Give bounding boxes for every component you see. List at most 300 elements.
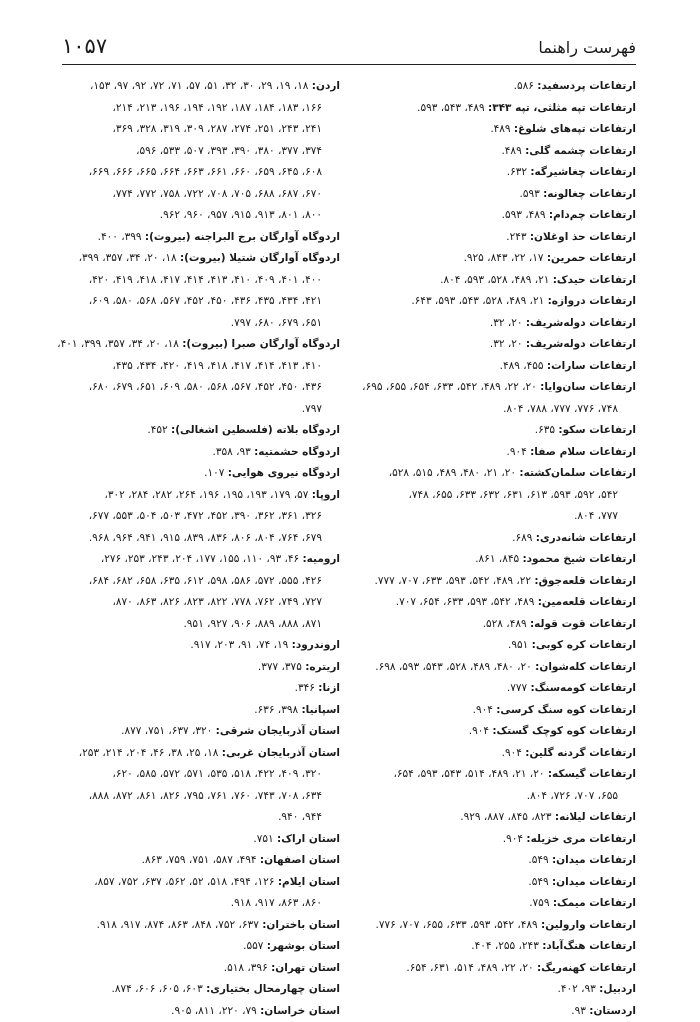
index-entry-title: ارتفاعات میدان:	[552, 854, 636, 866]
page-header	[62, 32, 636, 62]
index-entry-continuation	[60, 571, 340, 593]
index-entry-pages: ۶۰۳، ۶۰۵، ۶۰۶، ۸۷۴.	[111, 983, 202, 995]
index-entry-title: اردوگاه آوارگان برج البراجنه (بیروت):	[145, 231, 340, 243]
index-entry-first-line	[336, 571, 636, 593]
index-entry-pages: ۱۸، ۲۵، ۳۸، ۴۶، ۲۰۴، ۲۱۴، ۲۵۳،	[79, 747, 219, 759]
index-entry-pages: ۵۹۳.	[520, 188, 540, 200]
index-entry-title: اردوگاه آوارگان شتیلا (بیروت):	[180, 252, 340, 264]
index-entry-first-line	[336, 936, 636, 958]
index-entry-continuation	[60, 162, 340, 184]
index-entry-first-line	[60, 334, 340, 356]
index-entry-continuation	[60, 98, 340, 120]
index-entry	[336, 592, 636, 614]
index-entry-pages: ۷۵۱.	[253, 833, 273, 845]
index-entry-pages: ۳۴۶.	[295, 682, 315, 694]
index-entry-pages: ۴۸۹، ۵۴۲، ۵۹۳، ۶۳۳، ۶۵۴، ۷۰۷.	[396, 596, 535, 608]
index-entry	[336, 141, 636, 163]
index-entry-pages: ۴۵۲.	[147, 424, 167, 436]
index-entry-title: اردوگاه بلاته (فلسطین اشغالی):	[171, 424, 340, 436]
index-entry	[336, 270, 636, 292]
index-entry-title: ارتفاعات تپه مثلثی، تپه ۳۴۳:	[488, 102, 636, 114]
index-entry	[60, 829, 340, 851]
index-entry-title: ارتفاعات وارولین:	[541, 919, 636, 931]
index-entry-first-line	[60, 958, 340, 980]
index-entry-title: ارتفاعات میمک:	[553, 897, 636, 909]
index-entry-continuation	[60, 184, 340, 206]
index-entry-pages: ۳۹۹، ۴۰۰.	[98, 231, 142, 243]
page-number: ۱۰۵۷	[62, 34, 107, 58]
index-entry-first-line	[60, 420, 340, 442]
index-entry	[336, 313, 636, 335]
index-entry	[336, 463, 636, 528]
index-entry-title: اریتره:	[305, 661, 340, 673]
index-entry	[336, 334, 636, 356]
index-entry	[60, 850, 340, 872]
index-entry-pages: ۲۴۳.	[506, 231, 526, 243]
index-entry	[336, 571, 636, 593]
index-entry-title: استان خراسان:	[260, 1005, 340, 1017]
index-entry-pages: ۶۳۲.	[507, 166, 527, 178]
index-entry-pages: ۶۷۰، ۶۸۷، ۶۸۸، ۷۰۵، ۷۰۸، ۷۲۲، ۷۵۸، ۷۷۲، ۷۷۴،	[112, 188, 322, 200]
index-column-right	[336, 76, 636, 1022]
index-entry-pages: ۴۸۹.	[501, 145, 521, 157]
index-entry-title: ارتفاعات سکو:	[558, 424, 636, 436]
index-entry-pages: ۷۵۹.	[529, 897, 549, 909]
index-column-left	[60, 76, 340, 1022]
index-entry-pages: ۵۵۷.	[243, 940, 263, 952]
index-entry-title: ارتفاعات میدان:	[552, 876, 636, 888]
index-entry-title: ارتفاعات شیخ محمود:	[522, 553, 636, 565]
index-entry-pages: ۴۳۶، ۴۵۰، ۴۵۲، ۵۶۷، ۵۶۸، ۵۸۰، ۶۰۹، ۶۵۱، ۶۷۹، ۶۸۰،	[89, 381, 322, 393]
index-entry-first-line	[60, 979, 340, 1001]
index-entry-first-line	[336, 958, 636, 980]
index-entry-title: ارتفاعات گردنه گلین:	[525, 747, 636, 759]
index-entry-pages: ۹۳.	[571, 1005, 586, 1017]
index-entry-pages: ۹۵۱.	[508, 639, 528, 651]
index-entry	[336, 657, 636, 679]
index-entry	[336, 1001, 636, 1022]
index-entry-title: اردوگاه حشمتیه:	[254, 446, 340, 458]
index-entry-title: ارتفاعات قلعه‌مین:	[538, 596, 636, 608]
index-entry-title: ارتفاعات سارات:	[547, 360, 636, 372]
index-entry-pages: ۸۰۰، ۸۰۱، ۹۱۳، ۹۱۵، ۹۵۷، ۹۶۰، ۹۶۲.	[160, 209, 322, 221]
index-entry-title: ارتفاعات حیدک:	[553, 274, 636, 286]
index-entry-first-line	[336, 528, 636, 550]
index-entry-pages: ۳۷۴، ۳۷۷، ۳۸۰، ۳۹۰، ۳۹۳، ۵۰۷، ۵۳۳، ۵۹۶،	[136, 145, 322, 157]
index-entry-continuation	[60, 786, 340, 808]
index-entry	[60, 721, 340, 743]
index-entry-pages: ۶۳۴، ۷۰۸، ۷۴۳، ۷۶۰، ۷۶۱، ۷۹۵، ۸۲۶، ۸۶۱، ۸۷۲، ۸۸۸،	[89, 790, 322, 802]
index-entry-pages: ۱۲۶، ۴۹۴، ۵۱۸، ۵۲، ۵۶۲، ۶۳۷، ۷۵۲، ۸۵۷،	[94, 876, 274, 888]
index-entry-continuation	[336, 786, 636, 808]
index-entry-first-line	[60, 936, 340, 958]
index-entry-first-line	[336, 377, 636, 399]
index-entry-first-line	[336, 614, 636, 636]
index-entry-pages: ۹۰۴.	[506, 446, 526, 458]
index-entry-pages: ۷۷۷، ۸۰۴.	[574, 510, 618, 522]
index-entry	[336, 764, 636, 807]
index-entry-title: ارتفاعات دوله‌شریف:	[526, 338, 636, 350]
index-entry-pages: ۸۷۱، ۸۸۸، ۸۸۹، ۹۰۶، ۹۲۷، ۹۵۱.	[183, 618, 322, 630]
index-entry	[336, 700, 636, 722]
index-entry-continuation	[60, 141, 340, 163]
index-entry-title: اردوگاه آوارگان صبرا (بیروت):	[182, 338, 340, 350]
index-entry-continuation	[60, 291, 340, 313]
index-entry-continuation	[60, 205, 340, 227]
index-entry	[336, 893, 636, 915]
index-entry-pages: ۲۴۳، ۲۵۵، ۴۰۴.	[471, 940, 539, 952]
index-entry-pages: ۷۹، ۲۲۰، ۸۱۱، ۹۰۵.	[171, 1005, 257, 1017]
index-entry-title: ارتفاعات پردسفید:	[537, 80, 636, 92]
index-entry-title: ارتفاعات کهنه‌ریگ:	[537, 962, 636, 974]
index-entry-continuation	[60, 506, 340, 528]
index-entry-title: استان آذربایجان غربی:	[222, 747, 340, 759]
index-entry-pages: ۳۹۸، ۶۳۶.	[254, 704, 298, 716]
index-entry-first-line	[60, 657, 340, 679]
index-entry-title: اسپانیا:	[301, 704, 340, 716]
index-entry	[60, 463, 340, 485]
index-entry-pages: ۳۹۶، ۵۱۸.	[224, 962, 268, 974]
index-entry-continuation	[60, 807, 340, 829]
index-entry	[60, 1001, 340, 1022]
index-entry-pages: ۳۲۰، ۴۰۹، ۴۲۲، ۵۱۸، ۵۳۵، ۵۷۱، ۵۷۲، ۵۸۵، ۶۲۰،	[112, 768, 322, 780]
index-entry-continuation	[60, 399, 340, 421]
index-entry	[336, 829, 636, 851]
index-entry	[60, 76, 340, 227]
index-entry-first-line	[336, 313, 636, 335]
index-entry-title: ارتفاعات سان‌وایا:	[540, 381, 636, 393]
index-entry-first-line	[336, 184, 636, 206]
index-entry-pages: ۵۴۲، ۵۹۲، ۵۹۳، ۶۱۳، ۶۳۱، ۶۳۲، ۶۳۳، ۶۵۵، ۷۴۸،	[408, 489, 618, 501]
index-entry-pages: ۲۴۱، ۲۴۳، ۲۵۱، ۲۷۴، ۲۸۷، ۳۰۹، ۳۱۹، ۳۲۸، ۳۶۹،	[112, 123, 322, 135]
index-entry-first-line	[336, 463, 636, 485]
index-entry-continuation	[60, 592, 340, 614]
index-entry	[60, 915, 340, 937]
index-entry-first-line	[336, 1001, 636, 1022]
index-entry	[60, 700, 340, 722]
running-title: فهرست راهنما	[538, 38, 636, 57]
index-entry-title: استان باختران:	[262, 919, 340, 931]
index-entry-title: ارتفاعات قوت قوله:	[530, 618, 636, 630]
index-entry-continuation	[60, 119, 340, 141]
index-entry-title: ارتفاعات چغاشیرگه:	[530, 166, 636, 178]
index-entry-pages: ۹۴۴، ۹۴۰.	[278, 811, 322, 823]
index-entry-pages: ۳۲۰، ۶۳۷، ۷۵۱، ۸۷۷.	[121, 725, 212, 737]
index-entry-pages: ۱۸، ۲۰، ۳۴، ۳۵۷، ۳۹۹، ۴۰۱،	[57, 338, 179, 350]
index-entry-first-line	[336, 678, 636, 700]
index-entry	[60, 248, 340, 334]
index-entry-title: ارتفاعات قلعه‌جوق:	[534, 575, 636, 587]
index-entry-pages: ۲۲، ۴۸۹، ۵۴۲، ۵۹۳، ۶۳۳، ۷۰۷، ۷۷۷.	[374, 575, 531, 587]
index-entry	[336, 205, 636, 227]
index-entry-first-line	[60, 635, 340, 657]
index-entry	[336, 850, 636, 872]
index-entry	[60, 420, 340, 442]
index-entry-first-line	[60, 1001, 340, 1022]
index-entry-pages: ۳۷۵، ۳۷۷.	[258, 661, 302, 673]
index-entry-title: ارتفاعات شانه‌دری:	[536, 532, 636, 544]
index-entry-title: ارتفاعات کوه سنگ کرسی:	[496, 704, 636, 716]
index-entry-pages: ۴۵۵، ۴۸۹.	[500, 360, 544, 372]
index-entry	[60, 958, 340, 980]
index-entry-title: ارومیه:	[302, 553, 340, 565]
index-entry-title: اروپا:	[312, 489, 340, 501]
index-entry-first-line	[336, 291, 636, 313]
index-entry-pages: ۶۳۷، ۷۵۲، ۸۴۸، ۸۶۳، ۸۷۴، ۹۱۷، ۹۱۸.	[97, 919, 259, 931]
index-entry-pages: ۶۵۱، ۶۷۹، ۶۸۰، ۷۹۷.	[231, 317, 322, 329]
index-entry-first-line	[60, 915, 340, 937]
index-entry-pages: ۴۱۰، ۴۱۳، ۴۱۴، ۴۱۷، ۴۱۸، ۴۱۹، ۴۲۰، ۴۳۴، ۴۳۵،	[112, 360, 322, 372]
index-entry-first-line	[60, 700, 340, 722]
index-entry-first-line	[336, 549, 636, 571]
index-entry-first-line	[336, 141, 636, 163]
index-entry-pages: ۹۰۴.	[473, 704, 493, 716]
index-entry	[336, 528, 636, 550]
index-entry-first-line	[336, 248, 636, 270]
index-entry	[60, 635, 340, 657]
header-rule	[62, 64, 636, 65]
index-entry-pages: ۱۶۶، ۱۸۳، ۱۸۴، ۱۸۷، ۱۹۲، ۱۹۴، ۱۹۶، ۲۱۳، ۲۱۴،	[112, 102, 322, 114]
index-entry-continuation	[60, 313, 340, 335]
index-entry-title: استان اصفهان:	[260, 854, 340, 866]
index-entry-first-line	[336, 76, 636, 98]
index-entry	[336, 76, 636, 98]
index-entry-continuation	[60, 893, 340, 915]
index-entry-first-line	[60, 549, 340, 571]
index-entry-pages: ۱۰۷.	[204, 467, 224, 479]
index-entry-pages: ۶۰۸، ۶۴۵، ۶۵۹، ۶۶۰، ۶۶۱، ۶۶۳، ۶۶۴، ۶۶۵، ۶۶۶، ۶۶۹،	[89, 166, 322, 178]
index-entry-title: اردوگاه نیروی هوایی:	[228, 467, 340, 479]
index-entry	[336, 356, 636, 378]
index-entry-continuation	[60, 377, 340, 399]
index-entry-pages: ۱۷، ۲۲، ۸۴۳، ۹۲۵.	[464, 252, 544, 264]
index-entry	[336, 184, 636, 206]
index-entry-first-line	[336, 915, 636, 937]
index-entry-pages: ۴۸۹، ۵۹۳.	[502, 209, 546, 221]
index-entry-first-line	[336, 743, 636, 765]
index-entry	[60, 485, 340, 550]
index-entry-title: ارتفاعات سلام صفا:	[530, 446, 636, 458]
index-entry-pages: ۲۰، ۴۸۰، ۴۸۹، ۵۲۸، ۵۴۳، ۵۹۳، ۶۹۸.	[375, 661, 532, 673]
index-entry-first-line	[336, 872, 636, 894]
index-entry-title: اردبیل:	[599, 983, 636, 995]
index-entry-first-line	[336, 700, 636, 722]
index-entry-first-line	[336, 893, 636, 915]
index-entry-title: ارتفاعات چغالونه:	[543, 188, 636, 200]
index-entry-pages: ۷۹۷.	[302, 403, 322, 415]
index-entry-title: ارتفاعات کومه‌سنگ:	[530, 682, 636, 694]
index-entry-title: ارتفاعات کوه کوچک گستک:	[492, 725, 636, 737]
index-entry	[60, 979, 340, 1001]
index-entry	[336, 635, 636, 657]
index-entry-title: ارتفاعات چشمه گلی:	[525, 145, 636, 157]
index-entry	[60, 442, 340, 464]
index-entry	[336, 442, 636, 464]
index-entry-first-line	[336, 635, 636, 657]
index-entry-first-line	[60, 442, 340, 464]
index-entry-pages: ۲۰، ۲۱، ۴۸۰، ۴۸۹، ۵۱۵، ۵۲۸،	[389, 467, 516, 479]
index-entry-title: استان اراک:	[277, 833, 340, 845]
index-entry-continuation	[60, 528, 340, 550]
index-entry-title: استان ایلام:	[278, 876, 340, 888]
index-entry-first-line	[336, 420, 636, 442]
index-entry-title: اردن:	[312, 80, 340, 92]
index-entry-pages: ۲۰، ۲۲، ۴۸۹، ۵۴۲، ۶۳۳، ۶۵۴، ۶۵۵، ۶۹۵،	[362, 381, 537, 393]
index-entry-pages: ۴۲۱، ۴۳۴، ۴۳۵، ۴۳۶، ۴۵۰، ۴۵۲، ۵۶۷، ۵۶۸، ۵۸۰، ۶۰۹،	[89, 295, 322, 307]
index-entry	[336, 915, 636, 937]
index-entry-first-line	[60, 227, 340, 249]
index-entry	[60, 227, 340, 249]
index-entry-pages: ۲۰، ۲۲، ۴۸۹، ۵۱۴، ۶۳۱، ۶۵۴.	[406, 962, 533, 974]
index-entry	[60, 549, 340, 635]
index-entry	[336, 743, 636, 765]
index-entry-first-line	[60, 829, 340, 851]
index-entry-first-line	[336, 850, 636, 872]
index-entry-title: ارتفاعات سلمان‌کشته:	[519, 467, 636, 479]
index-entry-pages: ۲۱، ۴۸۹، ۵۲۸، ۵۹۳، ۸۰۴.	[440, 274, 549, 286]
index-entry	[60, 743, 340, 829]
index-entry-first-line	[336, 227, 636, 249]
index-entry	[336, 248, 636, 270]
index-entry-pages: ۲۰، ۲۱، ۴۸۹، ۵۱۴، ۵۴۳، ۵۹۳، ۶۵۴،	[394, 768, 545, 780]
index-entry-pages: ۸۶۰، ۸۶۳، ۹۱۷، ۹۱۸.	[231, 897, 322, 909]
index-entry-first-line	[60, 678, 340, 700]
index-entry-first-line	[336, 764, 636, 786]
index-entry	[60, 872, 340, 915]
index-entry-title: اروندرود:	[292, 639, 340, 651]
index-entry-first-line	[60, 721, 340, 743]
index-entry-continuation	[60, 614, 340, 636]
index-entry-pages: ۴۸۹، ۵۴۲، ۵۹۳، ۶۳۳، ۶۵۵، ۷۰۷، ۷۷۶.	[375, 919, 537, 931]
index-entry	[336, 721, 636, 743]
index-entry-title: ارتفاعات دروازه:	[548, 295, 636, 307]
index-entry-title: اردستان:	[589, 1005, 636, 1017]
index-entry-title: ارتفاعات حذ اوغلان:	[530, 231, 636, 243]
index-entry-pages: ۷۴۸، ۷۷۶، ۷۷۷، ۷۸۸، ۸۰۴.	[503, 403, 618, 415]
index-entry-pages: ۹۰۴.	[469, 725, 489, 737]
index-entry	[336, 377, 636, 420]
index-entry	[336, 807, 636, 829]
index-entry-pages: ۵۸۶.	[514, 80, 534, 92]
index-entry-pages: ۹۰۴.	[503, 833, 523, 845]
index-entry-first-line	[336, 979, 636, 1001]
index-entry-pages: ۹۳، ۳۵۸.	[212, 446, 250, 458]
index-entry-title: ارتفاعات کله‌شوان:	[535, 661, 636, 673]
index-entry-continuation	[60, 356, 340, 378]
index-entry-title: استان چهارمحال بختیاری:	[206, 983, 340, 995]
index-entry-continuation	[336, 399, 636, 421]
index-entry-pages: ۸۴۵، ۸۶۱.	[475, 553, 519, 565]
index-entry-first-line	[336, 334, 636, 356]
index-entry	[336, 291, 636, 313]
index-entry-title: ارتفاعات دوله‌شریف:	[526, 317, 636, 329]
index-entry-title: ارتفاعات کره کوبی:	[532, 639, 636, 651]
index-entry-pages: ۶۵۵، ۷۰۷، ۷۲۶، ۸۰۴.	[527, 790, 618, 802]
index-entry	[336, 872, 636, 894]
index-entry-first-line	[336, 356, 636, 378]
index-entry-first-line	[336, 721, 636, 743]
index-entry-continuation	[60, 270, 340, 292]
index-entry	[336, 162, 636, 184]
index-entry-first-line	[60, 463, 340, 485]
index-entry-first-line	[336, 592, 636, 614]
index-entry-continuation	[336, 506, 636, 528]
index-entry-first-line	[60, 850, 340, 872]
index-entry-pages: ۵۴۹.	[528, 876, 548, 888]
index-entry-first-line	[60, 872, 340, 894]
index-entry-first-line	[60, 485, 340, 507]
index-entry-pages: ۴۶، ۹۳، ۱۱۰، ۱۵۵، ۱۷۷، ۲۰۴، ۲۴۳، ۲۵۳، ۲۷۶،	[101, 553, 299, 565]
index-entry-pages: ۲۰، ۳۲.	[490, 338, 523, 350]
index-entry	[60, 678, 340, 700]
index-entry-pages: ۶۷۹، ۷۶۴، ۸۰۴، ۸۰۶، ۸۳۶، ۸۳۹، ۹۱۵، ۹۴۱، ۹۶۴، ۹۶۸.	[89, 532, 322, 544]
index-entry-pages: ۹۳، ۴۰۲.	[558, 983, 596, 995]
index-entry-pages: ۴۸۹، ۵۴۳، ۵۹۳.	[417, 102, 485, 114]
index-entry-title: استان آذربایجان شرقی:	[216, 725, 340, 737]
index-entry	[336, 119, 636, 141]
index-entry-continuation	[60, 764, 340, 786]
index-entry-title: ارتفاعات مری خزیله:	[526, 833, 636, 845]
index-entry-pages: ۷۲۷، ۷۴۹، ۷۶۲، ۷۷۸، ۸۲۲، ۸۲۳، ۸۲۶، ۸۶۳، ۸۷۰،	[112, 596, 322, 608]
index-entry	[60, 936, 340, 958]
index-entry-first-line	[336, 657, 636, 679]
index-entry	[336, 549, 636, 571]
index-entry-title: ارتفاعات تپه‌های شلوغ:	[514, 123, 636, 135]
index-entry-title: ارتفاعات لیلانه:	[555, 811, 636, 823]
index-entry-pages: ۱۸، ۱۹، ۲۹، ۳۰، ۳۲، ۵۱، ۵۷، ۷۱، ۷۲، ۹۲، ۹۷، ۱۵۳،	[90, 80, 308, 92]
index-entry-title: ارتفاعات چم‌دام:	[549, 209, 636, 221]
index-entry-title: استان تهران:	[271, 962, 340, 974]
index-entry	[336, 614, 636, 636]
index-entry	[336, 979, 636, 1001]
index-entry-pages: ۴۸۹، ۵۲۸.	[483, 618, 527, 630]
index-entry-first-line	[336, 829, 636, 851]
index-entry-pages: ۱۹، ۷۴، ۹۱، ۲۰۳، ۹۱۷.	[190, 639, 288, 651]
index-entry-first-line	[336, 270, 636, 292]
index-entry-pages: ۵۴۹.	[528, 854, 548, 866]
index-entry-pages: ۷۷۷.	[507, 682, 527, 694]
index-entry	[336, 227, 636, 249]
index-entry-first-line	[60, 248, 340, 270]
index-entry-first-line	[336, 807, 636, 829]
index-entry-title: ازنا:	[318, 682, 340, 694]
index-entry-title: ارتفاعات گیسکه:	[548, 768, 636, 780]
index-entry-title: ارتفاعات حمرین:	[547, 252, 636, 264]
index-entry-pages: ۴۰۰، ۴۰۱، ۴۰۹، ۴۱۰، ۴۱۳، ۴۱۴، ۴۱۷، ۴۱۸، ۴۱۹، ۴۲۰،	[89, 274, 322, 286]
index-entry	[336, 420, 636, 442]
index-entry-title: ارتفاعات هنگ‌آباد:	[542, 940, 636, 952]
index-entry	[60, 334, 340, 420]
index-entry-first-line	[60, 743, 340, 765]
index-entry	[336, 678, 636, 700]
index-entry-pages: ۸۲۳، ۸۴۵، ۸۸۷، ۹۲۹.	[460, 811, 551, 823]
index-entry-pages: ۴۲۶، ۵۵۵، ۵۷۲، ۵۸۶، ۵۹۸، ۶۱۲، ۶۳۵، ۶۵۸، ۶۸۲، ۶۸۴،	[89, 575, 322, 587]
index-entry-first-line	[336, 119, 636, 141]
index-entry	[60, 657, 340, 679]
index-entry-continuation	[336, 485, 636, 507]
index-entry-title: استان بوشهر:	[267, 940, 340, 952]
index-entry-pages: ۶۸۹.	[512, 532, 532, 544]
index-entry	[336, 98, 636, 120]
index-entry-first-line	[336, 442, 636, 464]
index-entry	[336, 936, 636, 958]
index-entry-first-line	[336, 98, 636, 120]
index-entry-pages: ۴۹۴، ۵۸۷، ۷۵۱، ۷۵۹، ۸۶۳.	[142, 854, 257, 866]
index-entry-pages: ۹۰۴.	[502, 747, 522, 759]
index-entry-pages: ۵۷، ۱۷۹، ۱۹۳، ۱۹۵، ۱۹۶، ۲۶۴، ۲۸۲، ۲۸۴، ۳۰۲،	[104, 489, 308, 501]
index-entry-pages: ۲۰، ۳۲.	[490, 317, 523, 329]
index-entry-pages: ۲۱، ۴۸۹، ۵۲۸، ۵۴۳، ۵۹۳، ۶۴۳.	[411, 295, 544, 307]
